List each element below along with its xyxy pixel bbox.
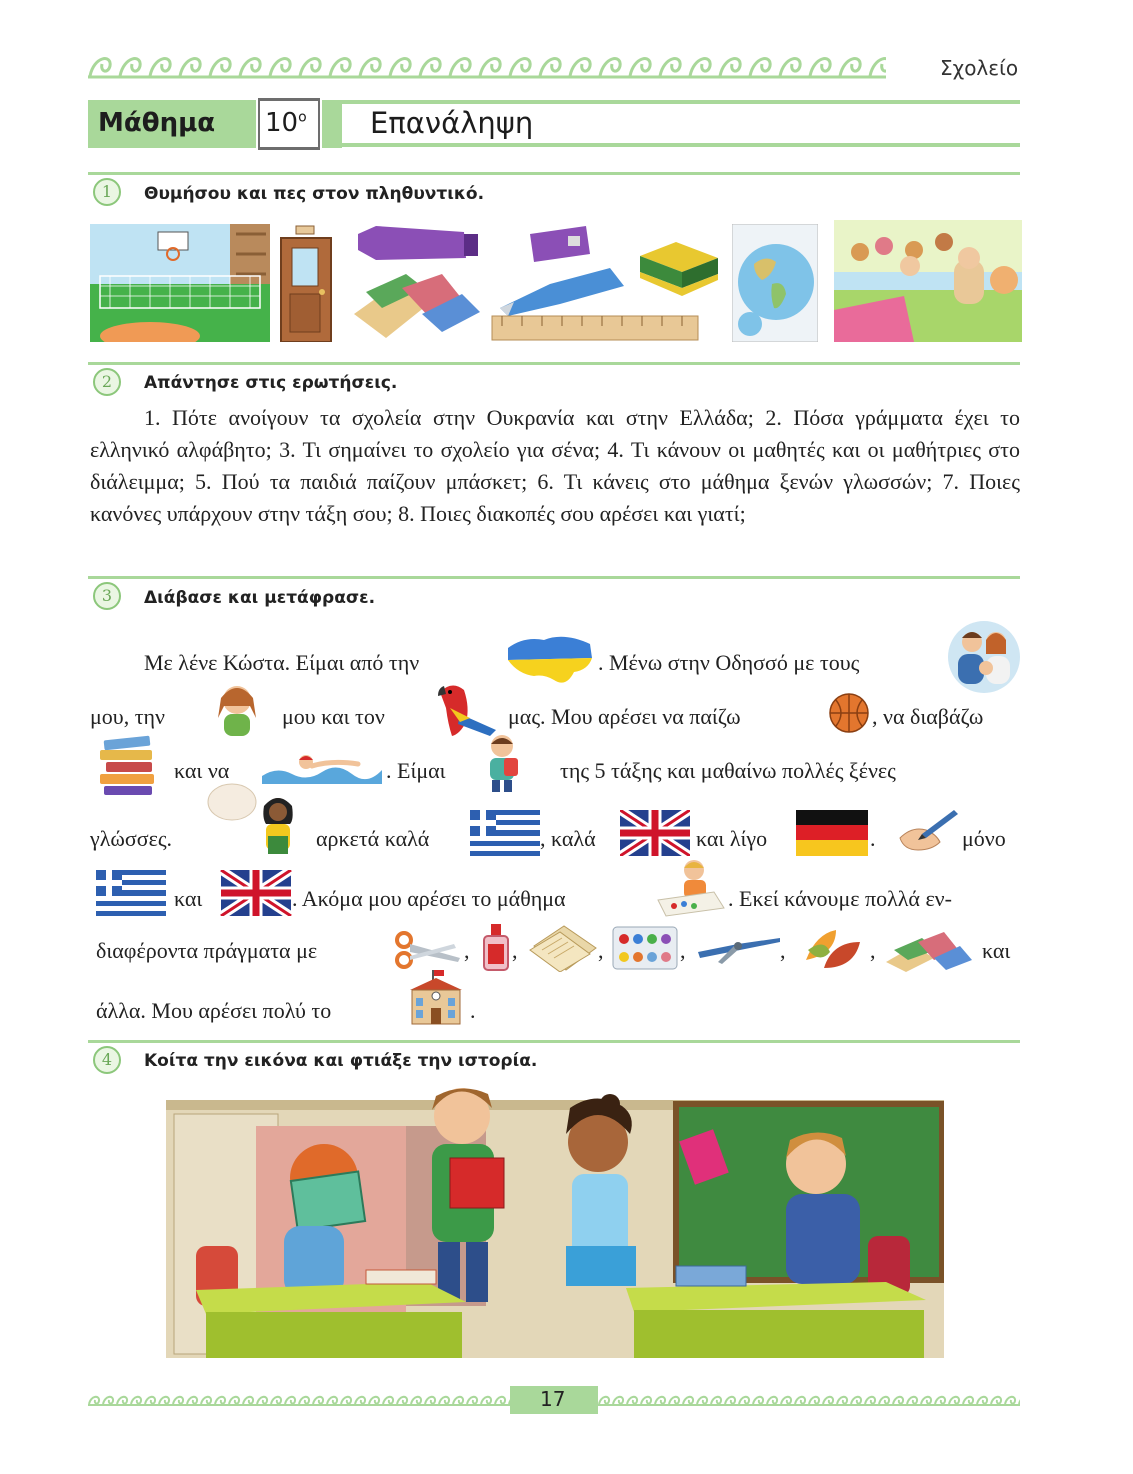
reading-text-l2a: μου, την	[90, 704, 165, 729]
lesson-label: Μάθημα	[98, 108, 216, 138]
scissors-icon	[392, 930, 462, 970]
books-icon	[98, 734, 158, 796]
germany-flag-icon	[796, 810, 868, 856]
door-image	[278, 224, 334, 342]
canteen-image	[834, 220, 1022, 342]
reading-text-l4b: αρκετά καλά	[316, 826, 430, 851]
gym-image	[90, 224, 270, 342]
paint-box-icon	[612, 926, 678, 970]
reading-text-l2c: μας. Μου αρέσει να παίζω	[508, 704, 741, 729]
reading-text-l4d: και λίγο	[696, 826, 768, 851]
parrot-icon	[430, 678, 498, 740]
exercise-1-number: 1	[93, 178, 121, 206]
comma: ,	[870, 938, 876, 963]
page-number: 17	[540, 1387, 566, 1411]
comma: ,	[512, 938, 518, 963]
comma: ,	[598, 938, 604, 963]
section-name: Σχολείο	[940, 56, 1019, 80]
reading-text-l4c: , καλά	[540, 826, 596, 851]
reading-text-l5c: . Εκεί κάνουμε πολλά εν-	[728, 886, 952, 911]
reading-text-l3a: και να	[174, 758, 230, 783]
reading-text-l3b: . Είμαι	[386, 758, 446, 783]
reading-text-l4f: μόνο	[962, 826, 1006, 851]
reading-text-l1a: Με λένε Κώστα. Είμαι από την	[144, 650, 420, 675]
exercise-1-title: Θυμήσου και πες στον πληθυντικό.	[144, 184, 485, 204]
reading-text-l7b: .	[470, 998, 476, 1023]
speaking-girl-icon	[206, 780, 306, 856]
exercise-3-title: Διάβασε και μετάφρασε.	[144, 588, 376, 608]
classroom-scene-image	[166, 1086, 944, 1358]
comma: ,	[780, 938, 786, 963]
comma: ,	[464, 938, 470, 963]
reading-text-l4a: γλώσσες.	[90, 826, 173, 851]
markers-plasticine-image	[346, 222, 482, 342]
paper-sheets-icon	[528, 924, 598, 972]
compass-icon	[694, 932, 782, 966]
reading-text-l7a: άλλα. Μου αρέσει πολύ το	[96, 998, 332, 1023]
sister-icon	[212, 678, 262, 738]
lesson-number: $10^o$	[265, 108, 307, 138]
greece-flag-icon	[470, 810, 540, 856]
exercise-3-rule	[88, 576, 1020, 579]
sponge-image	[636, 236, 722, 304]
globe-map-image	[732, 224, 818, 342]
reading-text-l5b: . Ακόμα μου αρέσει το μάθημα	[292, 886, 566, 911]
exercise-4-title: Κοίτα την εικόνα και φτιάξε την ιστορία.	[144, 1051, 538, 1071]
exercise-3-number: 3	[93, 582, 121, 610]
comma: ,	[680, 938, 686, 963]
school-building-icon	[402, 968, 470, 1028]
lesson-bar-top-line	[342, 100, 1020, 104]
reading-text-l6a: διαφέροντα πράγματα με	[96, 938, 318, 963]
art-lesson-icon	[654, 856, 728, 918]
lesson-title: Επανάληψη	[370, 106, 534, 140]
glue-icon	[480, 922, 512, 972]
exercise-4-number: 4	[93, 1046, 121, 1074]
pupil-boy-icon	[480, 732, 540, 794]
footer-wave-right	[598, 1392, 1020, 1408]
lesson-bar-bottom-line	[342, 143, 1020, 147]
greece-flag-icon	[96, 870, 166, 916]
reading-text-l4e: .	[870, 826, 876, 851]
plasticine-icon	[884, 924, 974, 972]
exercise-4-rule	[88, 1040, 1020, 1043]
exercise-2-rule	[88, 362, 1020, 365]
footer-wave-left	[88, 1392, 510, 1408]
reading-text-l2b: μου και τον	[282, 704, 385, 729]
uk-flag-icon	[620, 810, 690, 856]
autumn-leaves-icon	[802, 920, 864, 972]
reading-text-l1b: . Μένω στην Οδησσό με τους	[598, 650, 860, 675]
reading-text-l5a: και	[174, 886, 203, 911]
uk-flag-icon	[220, 870, 292, 916]
exercise-1-rule	[88, 172, 1020, 175]
exercise-2-title: Απάντησε στις ερωτήσεις.	[144, 373, 398, 393]
reading-text-l3c: της 5 τάξης και μαθαίνω πολλές ξένες	[560, 758, 896, 783]
writing-hand-icon	[896, 808, 960, 854]
lesson-bar-gap	[322, 100, 342, 148]
exercise-2-questions: 1. Πότε ανοίγουν τα σχολεία στην Ουκρανία και στην Ελλάδα; 2. Πόσα γράμματα έχει το ελληνικό αλφάβητο; 3. Τι σημαίνει το σχολείο για σένα; 4. Τι κάνουν οι μαθητές και οι μαθήτριες στο διάλειμμα; 5. Πού τα παιδιά παίζουν μπάσκετ; 6. Τι κάνεις στο μάθημα ξενών γλωσσών; 7. Ποιες κανόνες υπάρχουν στην τάξη σου; 8. Ποιες διακοπές σου αρέσει και γιατί;	[90, 405, 1020, 526]
ukraine-map-icon	[504, 630, 596, 690]
exercise-2-number: 2	[93, 368, 121, 396]
reading-text-l2d: , να διαβάζω	[872, 704, 984, 729]
basketball-icon	[828, 692, 870, 734]
reading-text-l6z: και	[982, 938, 1011, 963]
family-icon	[946, 620, 1022, 694]
decorative-wave-band	[88, 52, 886, 80]
